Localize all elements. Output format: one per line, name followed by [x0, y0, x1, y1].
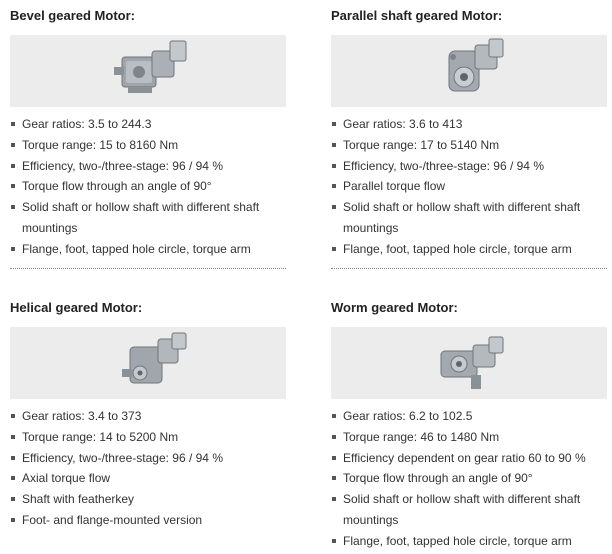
product-title: Parallel shaft geared Motor: — [331, 8, 503, 23]
spec-item: Torque flow through an angle of 90° — [331, 468, 609, 489]
section-divider — [331, 268, 607, 269]
spec-item: Gear ratios: 3.4 to 373 — [10, 406, 288, 427]
spec-item: Torque range: 17 to 5140 Nm — [331, 135, 609, 156]
parallel-shaft-geared-motor-icon — [331, 35, 607, 107]
spec-item: Flange, foot, tapped hole circle, torque arm — [10, 239, 288, 260]
spec-item: Torque range: 46 to 1480 Nm — [331, 427, 609, 448]
product-title: Helical geared Motor: — [10, 300, 143, 315]
spec-item: Efficiency, two-/three-stage: 96 / 94 % — [10, 156, 288, 177]
product-card-bevel — [10, 7, 288, 260]
spec-item: Solid shaft or hollow shaft with different shaft mountings — [331, 489, 609, 531]
spec-item: Torque flow through an angle of 90° — [10, 176, 288, 197]
product-image — [10, 35, 286, 107]
product-image — [331, 35, 607, 107]
spec-item: Foot- and flange-mounted version — [10, 510, 288, 531]
product-image — [10, 327, 286, 399]
product-title: Bevel geared Motor: — [10, 8, 135, 23]
bevel-geared-motor-icon — [10, 35, 286, 107]
spec-item: Gear ratios: 3.5 to 244.3 — [10, 114, 288, 135]
spec-item: Flange, foot, tapped hole circle, torque arm — [331, 239, 609, 260]
helical-geared-motor-icon — [10, 327, 286, 399]
spec-item: Gear ratios: 6.2 to 102.5 — [331, 406, 609, 427]
product-title: Worm geared Motor: — [331, 300, 458, 315]
spec-list — [331, 114, 609, 260]
spec-item: Torque range: 15 to 8160 Nm — [10, 135, 288, 156]
spec-item: Axial torque flow — [10, 468, 288, 489]
product-card-worm — [331, 299, 609, 552]
spec-item: Efficiency, two-/three-stage: 96 / 94 % — [10, 448, 288, 469]
product-card-helical — [10, 299, 288, 531]
spec-list — [10, 406, 288, 531]
spec-item: Flange, foot, tapped hole circle, torque arm — [331, 531, 609, 552]
spec-item: Efficiency, two-/three-stage: 96 / 94 % — [331, 156, 609, 177]
spec-item: Torque range: 14 to 5200 Nm — [10, 427, 288, 448]
spec-list — [10, 114, 288, 260]
spec-item: Solid shaft or hollow shaft with different shaft mountings — [331, 197, 609, 239]
product-card-parallel — [331, 7, 609, 260]
spec-item: Shaft with featherkey — [10, 489, 288, 510]
spec-item: Gear ratios: 3.6 to 413 — [331, 114, 609, 135]
spec-item: Parallel torque flow — [331, 176, 609, 197]
spec-list — [331, 406, 609, 552]
spec-item: Efficiency dependent on gear ratio 60 to 90 % — [331, 448, 609, 469]
product-image — [331, 327, 607, 399]
worm-geared-motor-icon — [331, 327, 607, 399]
spec-item: Solid shaft or hollow shaft with different shaft mountings — [10, 197, 288, 239]
section-divider — [10, 268, 286, 269]
